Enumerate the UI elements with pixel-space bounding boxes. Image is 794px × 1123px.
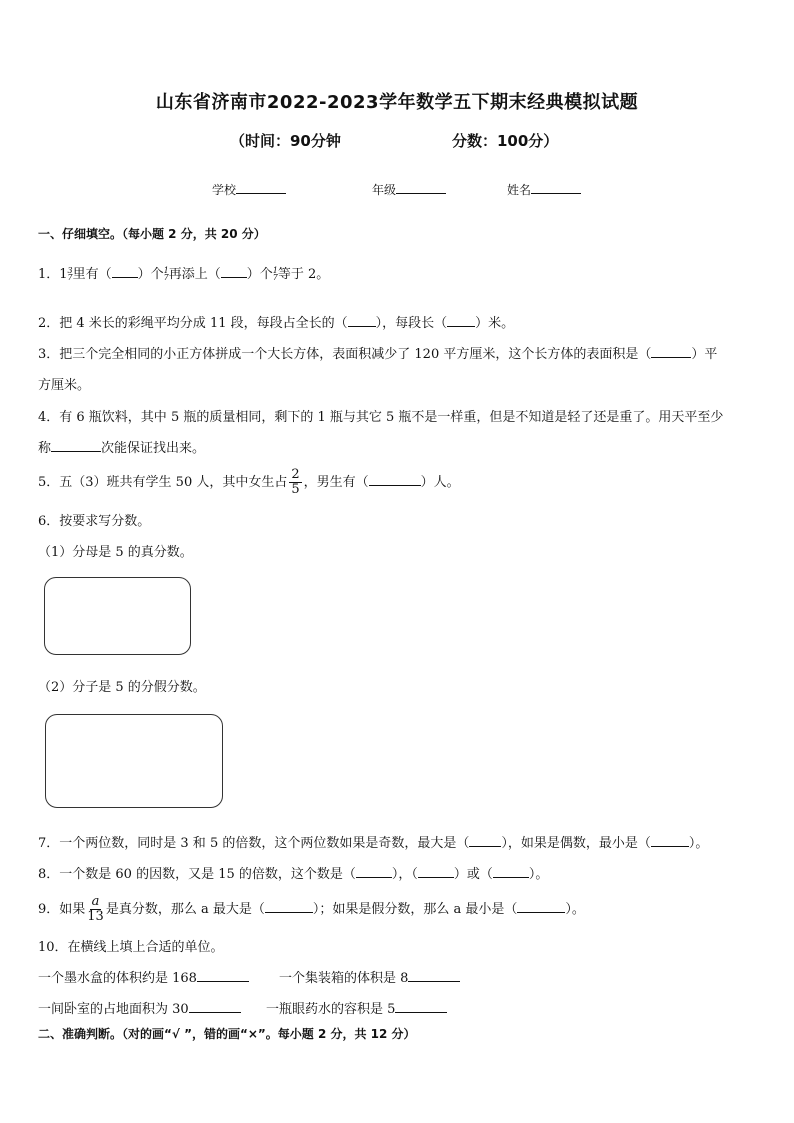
name-field bbox=[507, 181, 581, 198]
question-5: 5．五（3）班共有学生 50 人，其中女生占 $\frac{2}{5}$ ，男生有（ ）人。 bbox=[38, 467, 460, 497]
page-title: 山东省济南市2022-2023学年数学五下期末经典模拟试题 bbox=[155, 92, 639, 113]
question-6-part-2: （2）分子是 5 的分假分数。 bbox=[38, 680, 206, 695]
q5-fraction: $\frac{2}{5}$ bbox=[291, 467, 300, 497]
answer-box-1[interactable] bbox=[44, 577, 191, 655]
question-10: 10．在横线上填上合适的单位。 bbox=[38, 940, 224, 955]
q2-blank-2[interactable] bbox=[447, 314, 475, 327]
q1-fraction-3: 1 7 bbox=[272, 265, 278, 282]
q1-fraction-1: 3 7 bbox=[67, 265, 73, 282]
q1-blank-2[interactable] bbox=[221, 265, 247, 278]
q10-blank-b[interactable] bbox=[408, 969, 460, 982]
q10-blank-c[interactable] bbox=[189, 1000, 241, 1013]
question-9: 9．如果 $\frac{a}{13}$ 是真分数，那么 a 最大是（ ）；如果是假分数，那么 a 最小是（ ）。 bbox=[38, 894, 585, 924]
section-1-heading: 一、仔细填空。（每小题 2 分，共 20 分） bbox=[38, 227, 266, 241]
q8-blank-2[interactable] bbox=[418, 865, 454, 878]
q1-blank-1[interactable] bbox=[112, 265, 138, 278]
question-6: 6．按要求写分数。 bbox=[38, 514, 151, 529]
exam-score: 分数：100分） bbox=[452, 132, 559, 150]
q7-blank-2[interactable] bbox=[651, 834, 689, 847]
question-4-cont: 称 次能保证找出来。 bbox=[38, 441, 206, 456]
name-input-line[interactable] bbox=[531, 181, 581, 194]
exam-time: （时间：90分钟 bbox=[230, 132, 341, 150]
question-8: 8．一个数是 60 的因数，又是 15 的倍数，这个数是（ ），（ ）或（ ）。 bbox=[38, 867, 549, 882]
q1-fraction-2: 1 7 bbox=[163, 265, 169, 282]
q1-prefix: 1．1 bbox=[38, 267, 68, 282]
school-input-line[interactable] bbox=[236, 181, 286, 194]
question-3: 3．把三个完全相同的小正方体拼成一个大长方体，表面积减少了 120 平方厘米，这个长方体的表面积是（ ）平 bbox=[38, 347, 718, 362]
q5-blank[interactable] bbox=[369, 473, 421, 486]
q9-fraction: $\frac{a}{13}$ bbox=[87, 894, 104, 924]
grade-field bbox=[372, 181, 446, 198]
q2-blank-1[interactable] bbox=[348, 314, 376, 327]
q4-blank[interactable] bbox=[51, 439, 101, 452]
grade-label: 年级 bbox=[372, 183, 397, 197]
section-2-heading: 二、准确判断。（对的画“√ ”，错的画“×”。每小题 2 分，共 12 分） bbox=[38, 1027, 416, 1041]
q10-item-c: 一间卧室的占地面积为 30 bbox=[38, 998, 241, 1017]
question-3-cont: 方厘米。 bbox=[38, 378, 91, 393]
grade-input-line[interactable] bbox=[396, 181, 446, 194]
question-6-part-1: （1）分母是 5 的真分数。 bbox=[38, 545, 193, 560]
q9-blank-2[interactable] bbox=[517, 900, 565, 913]
q3-blank[interactable] bbox=[651, 345, 691, 358]
q9-blank-1[interactable] bbox=[265, 900, 313, 913]
q10-item-d: 一瓶眼药水的容积是 5 bbox=[266, 998, 447, 1017]
q8-blank-3[interactable] bbox=[493, 865, 529, 878]
name-label: 姓名 bbox=[507, 183, 532, 197]
q10-item-a: 一个墨水盒的体积约是 168 bbox=[38, 967, 249, 986]
question-1: 1．1 3 7 里有（ ）个 1 7 再添上（ ）个 1 7 等于 2。 bbox=[38, 265, 330, 282]
q7-blank-1[interactable] bbox=[469, 834, 501, 847]
q8-blank-1[interactable] bbox=[356, 865, 392, 878]
answer-box-2[interactable] bbox=[45, 714, 223, 808]
question-2: 2．把 4 米长的彩绳平均分成 11 段，每段占全长的（ ），每段长（ ）米。 bbox=[38, 316, 515, 331]
school-label: 学校 bbox=[212, 183, 237, 197]
q10-blank-d[interactable] bbox=[395, 1000, 447, 1013]
question-7: 7．一个两位数，同时是 3 和 5 的倍数，这个两位数如果是奇数，最大是（ ），如果是偶数，最小是（ ）。 bbox=[38, 836, 709, 851]
school-field bbox=[212, 181, 286, 198]
q10-item-b: 一个集装箱的体积是 8 bbox=[279, 967, 460, 986]
q10-blank-a[interactable] bbox=[197, 969, 249, 982]
question-4: 4．有 6 瓶饮料，其中 5 瓶的质量相同，剩下的 1 瓶与其它 5 瓶不是一样重，但是不知道是轻了还是重了。用天平至少 bbox=[38, 410, 724, 425]
